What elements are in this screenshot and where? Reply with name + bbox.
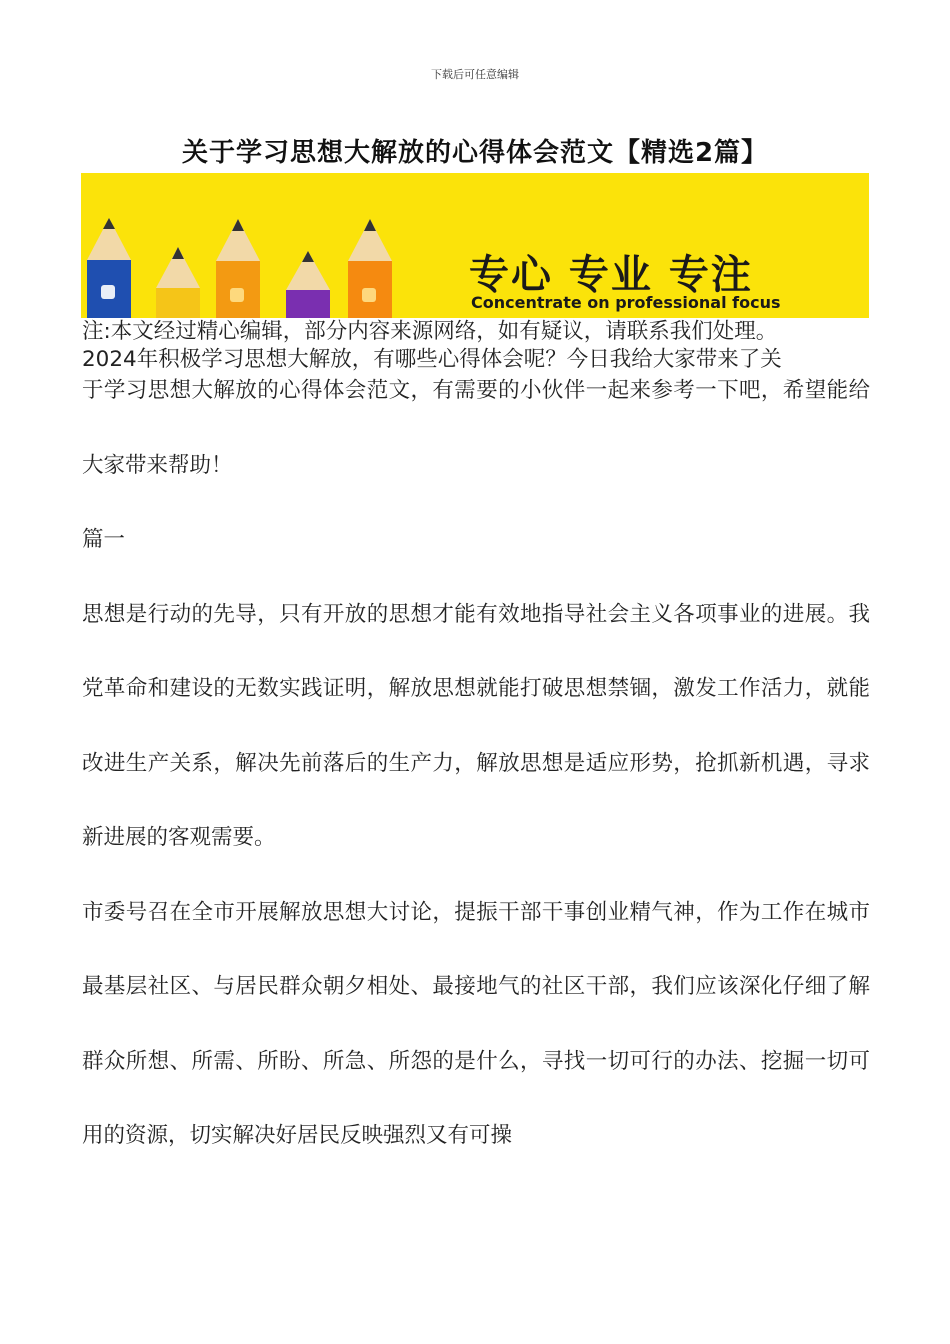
banner-slogan-english: Concentrate on professional focus <box>471 293 781 312</box>
banner-slogan: 专心 专业 专注 <box>469 252 753 298</box>
document-title: 关于学习思想大解放的心得体会范文【精选2篇】 <box>181 138 769 168</box>
document-body <box>82 318 870 1174</box>
banner-image <box>81 173 869 318</box>
section-heading: 篇一 <box>82 527 126 552</box>
header-note: 下载后可任意编辑 <box>431 68 519 81</box>
body-paragraph: 市委号召在全市开展解放思想大讨论，提振干部干事创业精气神，作为工作在城市最基层社区、与居民群众朝夕相处、最接地气的社区干部，我们应该深化仔细了解群众所想、所需、所盼、所急、所怨的是什么，寻找一切可行的办法、挖掘一切可用的资源，切实解决好居民反映强烈又有可操 <box>82 899 870 1148</box>
pencil-icon <box>216 219 260 318</box>
intro-paragraph: 于学习思想大解放的心得体会范文，有需要的小伙伴一起来参考一下吧，希望能给大家带来帮助！ <box>82 378 870 478</box>
editor-note: 注:本文经过精心编辑，部分内容来源网络，如有疑议，请联系我们处理。 <box>82 319 778 344</box>
pencil-icon <box>156 247 200 318</box>
pencil-icon <box>87 218 131 318</box>
intro-line: 2024年积极学习思想大解放，有哪些心得体会呢？今日我给大家带来了关 <box>82 347 782 372</box>
pencil-icon <box>286 251 330 318</box>
pencil-icon <box>348 219 392 318</box>
body-paragraph: 思想是行动的先导，只有开放的思想才能有效地指导社会主义各项事业的进展。我党革命和建设的无数实践证明，解放思想就能打破思想禁锢，激发工作活力，就能改进生产关系，解决先前落后的生产力，解放思想是适应形势，抢抓新机遇，寻求新进展的客观需要。 <box>82 601 870 850</box>
